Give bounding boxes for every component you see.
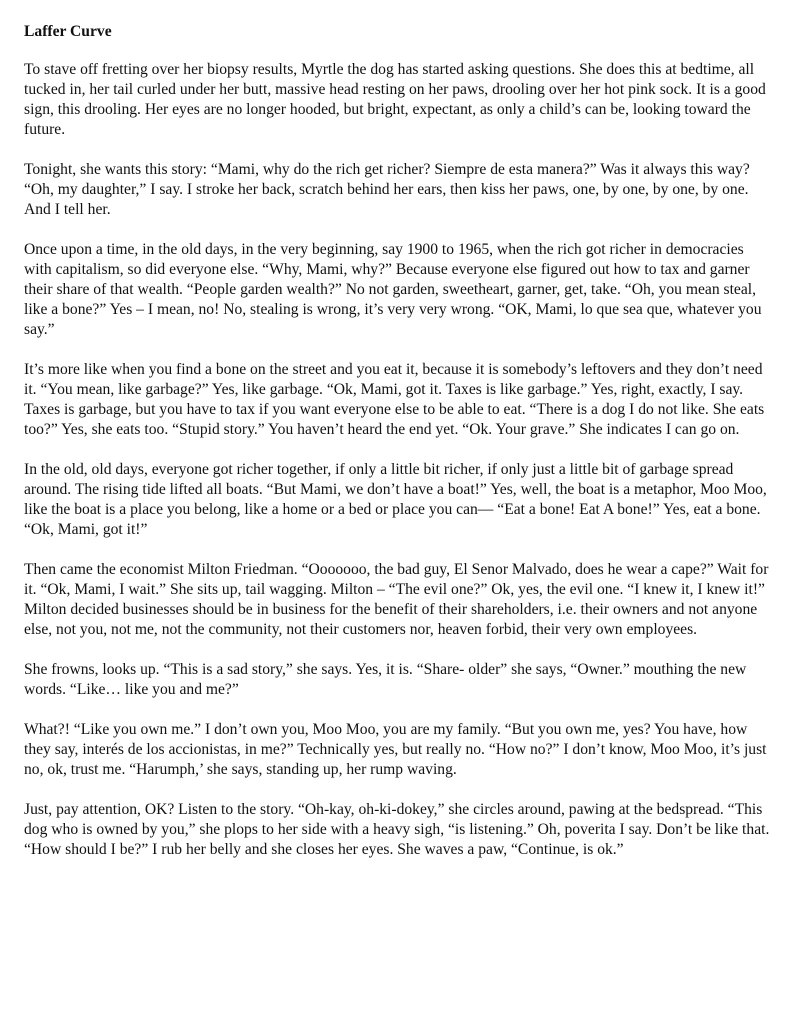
paragraph-5: In the old, old days, everyone got richer together, if only a little bit richer, if only just a little bit of garbage spread around. The rising tide lifted all boats. “But Mami, we don’t have a boat!” Yes, well, the boat is a metaphor, Moo Moo, like the boat is a place you belong, like a home or a bed or place you can— “Eat a bone! Eat A bone!” Yes, eat a bone. “Ok, Mami, got it!” — [24, 461, 767, 538]
document-title: Laffer Curve — [24, 23, 112, 40]
paragraph-2: Tonight, she wants this story: “Mami, why do the rich get richer? Siempre de esta manera?” Was it always this way? “Oh, my daughter,” I say. I stroke her back, scratch behind her ears, then kiss her paws, one, by one, by one, by one. And I tell her. — [24, 161, 750, 218]
paragraph-9: Just, pay attention, OK? Listen to the story. “Oh-kay, oh-ki-dokey,” she circles around, pawing at the bedspread. “This dog who is owned by you,” she plops to her side with a heavy sigh, “is listening.” Oh, poverita I say. Don’t be like that. “How should I be?” I rub her belly and she closes her eyes. She waves a paw, “Continue, is ok.” — [24, 801, 770, 858]
paragraph-8: What?! “Like you own me.” I don’t own you, Moo Moo, you are my family. “But you own me, yes? You have, how they say, interés de los accionistas, in me?” Technically yes, but really no. “How no?” I don’t know, Moo Moo, it’s just no, ok, trust me. “Harumph,’ she says, standing up, her rump waving. — [24, 721, 767, 778]
paragraph-3: Once upon a time, in the old days, in the very beginning, say 1900 to 1965, when the rich got richer in democracies with capitalism, so did everyone else. “Why, Mami, why?” Because everyone else figured out how to tax and garner their share of that wealth. “People garden wealth?” No not garden, sweetheart, garner, get, take. “Oh, you mean steal, like a bone?” Yes – I mean, no! No, stealing is wrong, it’s very very wrong. “OK, Mami, lo que sea que, whatever you say.” — [24, 241, 762, 338]
paragraph-7: She frowns, looks up. “This is a sad story,” she says. Yes, it is. “Share- older” she says, “Owner.” mouthing the new words. “Like… like you and me?” — [24, 661, 747, 698]
paragraph-1: To stave off fretting over her biopsy results, Myrtle the dog has started asking questions. She does this at bedtime, all tucked in, her tail curled under her butt, massive head resting on her paws, drooling over her hot pink sock. It is a good sign, this drooling. Her eyes are no longer hooded, but bright, expectant, as only a child’s can be, looking toward the future. — [24, 61, 766, 138]
paragraph-6: Then came the economist Milton Friedman. “Ooooooo, the bad guy, El Senor Malvado, does he wear a cape?” Wait for it. “Ok, Mami, I wait.” She sits up, tail wagging. Milton – “The evil one?” Ok, yes, the evil one. “I knew it, I knew it!” Milton decided businesses should be in business for the benefit of their shareholders, i.e. their owners and not anyone else, not you, not me, not the community, not their customers nor, heaven forbid, their very own employees. — [24, 561, 769, 638]
document-page — [24, 22, 772, 880]
paragraph-4: It’s more like when you find a bone on the street and you eat it, because it is somebody’s leftovers and they don’t need it. “You mean, like garbage?” Yes, like garbage. “Ok, Mami, got it. Taxes is like garbage.” Yes, right, exactly, I say. Taxes is garbage, but you have to tax if you want everyone else to be able to eat. “There is a dog I do not like. She eats too?” Yes, she eats too. “Stupid story.” You haven’t heard the end yet. “Ok. Your grave.” She indicates I can go on. — [24, 361, 765, 438]
